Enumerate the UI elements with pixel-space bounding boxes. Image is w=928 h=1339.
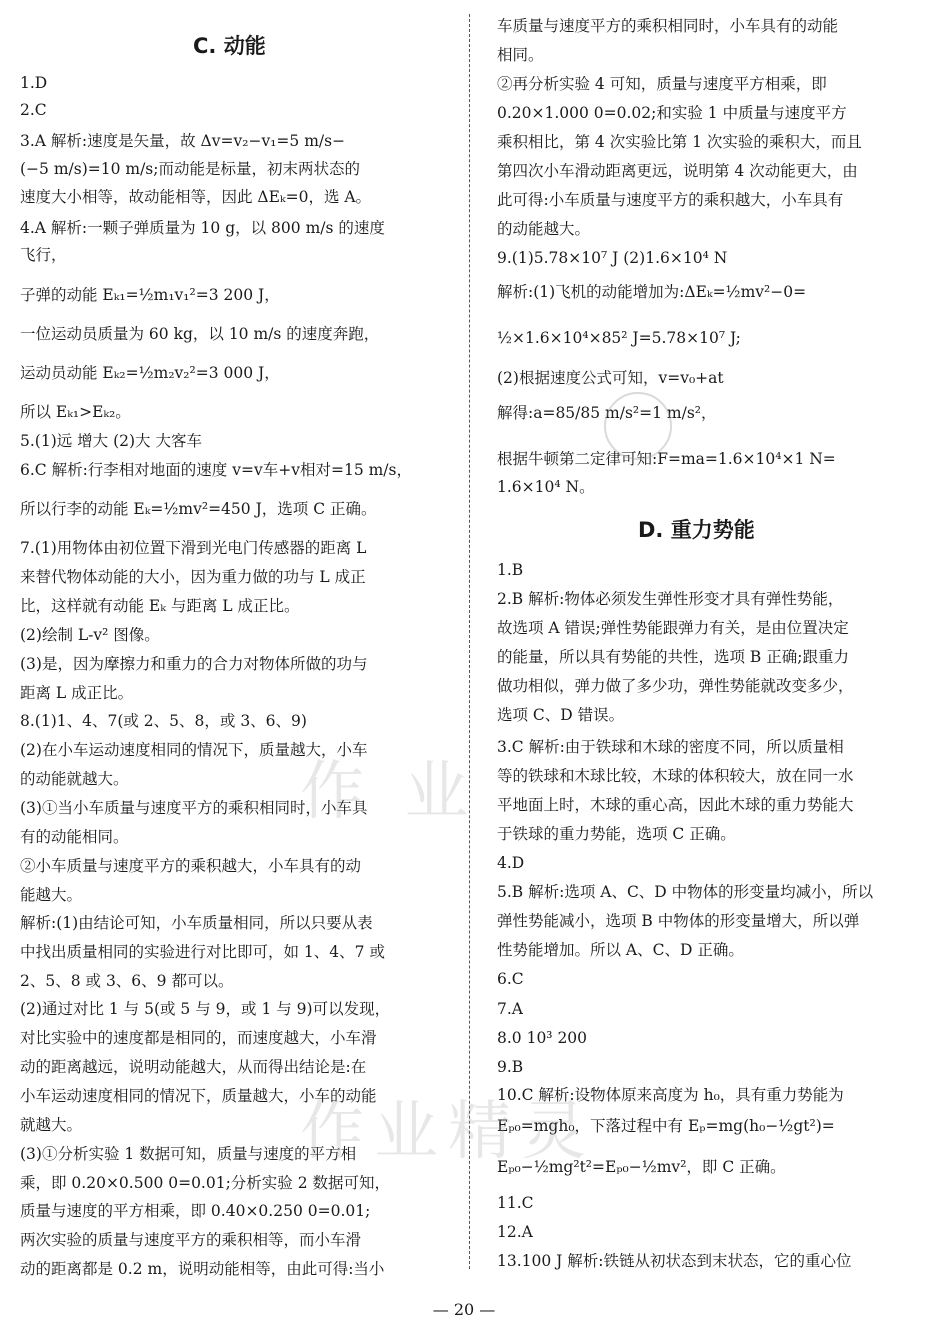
right-line-29: 6.C [497, 970, 524, 988]
left-line-32: 动的距离越远，说明动能越大，从而得出结论是:在 [20, 1058, 367, 1076]
left-line-15: 来替代物体动能的大小，因为重力做的功与 L 成正 [20, 568, 366, 586]
right-line-14: 1.6×10⁴ N。 [497, 478, 595, 496]
left-line-26: 能越大。 [20, 886, 83, 904]
right-line-37: 12.A [497, 1223, 533, 1241]
left-line-1: 2.C [20, 101, 47, 119]
left-line-34: 就越大。 [20, 1116, 83, 1134]
right-line-21: 3.C 解析:由于铁球和木球的密度不同，所以质量相 [497, 738, 844, 756]
right-line-22: 等的铁球和木球比较，木球的体积较大，放在同一水 [497, 767, 854, 785]
right-line-31: 8.0 10³ 200 [497, 1029, 588, 1047]
right-line-24: 于铁球的重力势能，选项 C 正确。 [497, 825, 736, 843]
left-line-33: 小车运动速度相同的情况下，质量越大，小车的动能 [20, 1087, 377, 1105]
right-line-33: 10.C 解析:设物体原来高度为 h₀，具有重力势能为 [497, 1086, 844, 1104]
right-line-18: 的能量，所以具有势能的共性，选项 B 正确;跟重力 [497, 648, 849, 666]
section-d-title: D. 重力势能 [638, 518, 755, 542]
left-line-17: (2)绘制 L-v² 图像。 [20, 626, 160, 644]
watermark-upper: 作 业 [300, 755, 479, 829]
right-line-4: 乘积相比，第 4 次实验比第 1 次实验的乘积大，而且 [497, 133, 862, 151]
watermark-lower: 作业精灵 [300, 1095, 596, 1169]
left-line-30: (2)通过对比 1 与 5(或 5 与 9，或 1 与 9)可以发现， [20, 1000, 391, 1018]
left-line-13: 所以行李的动能 Eₖ=½mv²=450 J，选项 C 正确。 [20, 500, 377, 518]
right-line-35: Eₚ₀−½mg²t²=Eₚ₀−½mv²，即 C 正确。 [497, 1158, 786, 1176]
right-line-12: 解得:a=85/85 m/s²=1 m/s²， [497, 404, 717, 422]
right-line-15: 1.B [497, 561, 524, 579]
left-line-3: (−5 m/s)=10 m/s;而动能是标量，初末两状态的 [20, 160, 360, 178]
left-line-2: 3.A 解析:速度是矢量，故 Δv=v₂−v₁=5 m/s− [20, 132, 346, 150]
right-line-32: 9.B [497, 1058, 524, 1076]
left-line-38: 两次实验的质量与速度平方的乘积相等，而小车滑 [20, 1231, 362, 1249]
right-line-5: 第四次小车滑动距离更远，说明第 4 次动能更大，由 [497, 162, 858, 180]
left-line-39: 动的距离都是 0.2 m，说明动能相等，由此可得:当小 [20, 1260, 385, 1278]
right-line-27: 弹性势能减小，选项 B 中物体的形变量增大，所以弹 [497, 912, 860, 930]
right-line-20: 选项 C、D 错误。 [497, 706, 625, 724]
right-line-2: ②再分析实验 4 可知，质量与速度平方相乘，即 [497, 75, 827, 93]
left-line-35: (3)①分析实验 1 数据可知，质量与速度的平方相 [20, 1145, 357, 1163]
left-line-19: 距离 L 成正比。 [20, 684, 134, 702]
left-line-11: 5.(1)远 增大 (2)大 大客车 [20, 432, 202, 450]
right-line-11: (2)根据速度公式可知，v=v₀+at [497, 369, 724, 387]
right-line-30: 7.A [497, 1000, 523, 1018]
right-line-17: 故选项 A 错误;弹性势能跟弹力有关，是由位置决定 [497, 619, 849, 637]
left-line-5: 4.A 解析:一颗子弹质量为 10 g，以 800 m/s 的速度 [20, 219, 385, 237]
right-line-6: 此可得:小车质量与速度平方的乘积越大，小车具有 [497, 191, 844, 209]
right-line-36: 11.C [497, 1194, 534, 1212]
right-line-10: ½×1.6×10⁴×85² J=5.78×10⁷ J; [497, 329, 741, 347]
left-line-4: 速度大小相等，故动能相等，因此 ΔEₖ=0，选 A。 [20, 188, 372, 206]
right-line-34: Eₚ₀=mgh₀，下落过程中有 Eₚ=mg(h₀−½gt²)= [497, 1117, 835, 1135]
right-line-9: 解析:(1)飞机的动能增加为:ΔEₖ=½mv²−0= [497, 283, 807, 301]
left-line-18: (3)是，因为摩擦力和重力的合力对物体所做的功与 [20, 655, 368, 673]
left-line-0: 1.D [20, 74, 48, 92]
right-line-19: 做功相似，弹力做了多少功，弹性势能就改变多少， [497, 677, 854, 695]
left-line-22: 的动能就越大。 [20, 770, 129, 788]
left-line-6: 飞行， [20, 246, 67, 264]
left-line-7: 子弹的动能 Eₖ₁=½m₁v₁²=3 200 J， [20, 286, 280, 304]
right-line-0: 车质量与速度平方的乘积相同时，小车具有的动能 [497, 17, 839, 35]
right-line-3: 0.20×1.000 0=0.02;和实验 1 中质量与速度平方 [497, 104, 847, 122]
left-line-14: 7.(1)用物体由初位置下滑到光电门传感器的距离 L [20, 539, 367, 557]
left-line-28: 中找出质量相同的实验进行对比即可，如 1、4、7 或 [20, 943, 385, 961]
right-line-23: 平地面上时，木球的重心高，因此木球的重力势能大 [497, 796, 854, 814]
right-line-1: 相同。 [497, 46, 544, 64]
left-line-27: 解析:(1)由结论可知，小车质量相同，所以只要从表 [20, 914, 373, 932]
section-c-title: C. 动能 [193, 34, 266, 58]
left-line-31: 对比实验中的速度都是相同的，而速度越大，小车滑 [20, 1029, 377, 1047]
left-line-37: 质量与速度的平方相乘，即 0.40×0.250 0=0.01; [20, 1202, 371, 1220]
page-number: — 20 — [432, 1300, 496, 1319]
left-line-20: 8.(1)1、4、7(或 2、5、8，或 3、6、9) [20, 712, 307, 730]
left-line-29: 2、5、8 或 3、6、9 都可以。 [20, 972, 234, 990]
watermark-stamp [604, 392, 672, 460]
right-line-38: 13.100 J 解析:铁链从初状态到末状态，它的重心位 [497, 1252, 852, 1270]
right-line-26: 5.B 解析:选项 A、C、D 中物体的形变量均减小，所以 [497, 883, 874, 901]
right-line-13: 根据牛顿第二定律可知:F=ma=1.6×10⁴×1 N= [497, 450, 836, 468]
left-line-9: 运动员动能 Eₖ₂=½m₂v₂²=3 000 J， [20, 364, 280, 382]
left-line-25: ②小车质量与速度平方的乘积越大，小车具有的动 [20, 857, 362, 875]
right-line-28: 性势能增加。所以 A、C、D 正确。 [497, 941, 744, 959]
left-line-10: 所以 Eₖ₁>Eₖ₂。 [20, 403, 131, 421]
left-line-24: 有的动能相同。 [20, 828, 129, 846]
left-line-23: (3)①当小车质量与速度平方的乘积相同时，小车具 [20, 799, 368, 817]
left-line-21: (2)在小车运动速度相同的情况下，质量越大，小车 [20, 741, 368, 759]
right-line-8: 9.(1)5.78×10⁷ J (2)1.6×10⁴ N [497, 249, 728, 267]
right-line-16: 2.B 解析:物体必须发生弹性形变才具有弹性势能， [497, 590, 844, 608]
right-line-7: 的动能越大。 [497, 220, 591, 238]
left-line-12: 6.C 解析:行李相对地面的速度 v=v车+v相对=15 m/s， [20, 461, 412, 479]
left-line-8: 一位运动员质量为 60 kg，以 10 m/s 的速度奔跑， [20, 325, 380, 343]
left-line-36: 乘，即 0.20×0.500 0=0.01;分析实验 2 数据可知， [20, 1174, 391, 1192]
left-line-16: 比，这样就有动能 Eₖ 与距离 L 成正比。 [20, 597, 300, 615]
right-line-25: 4.D [497, 854, 525, 872]
